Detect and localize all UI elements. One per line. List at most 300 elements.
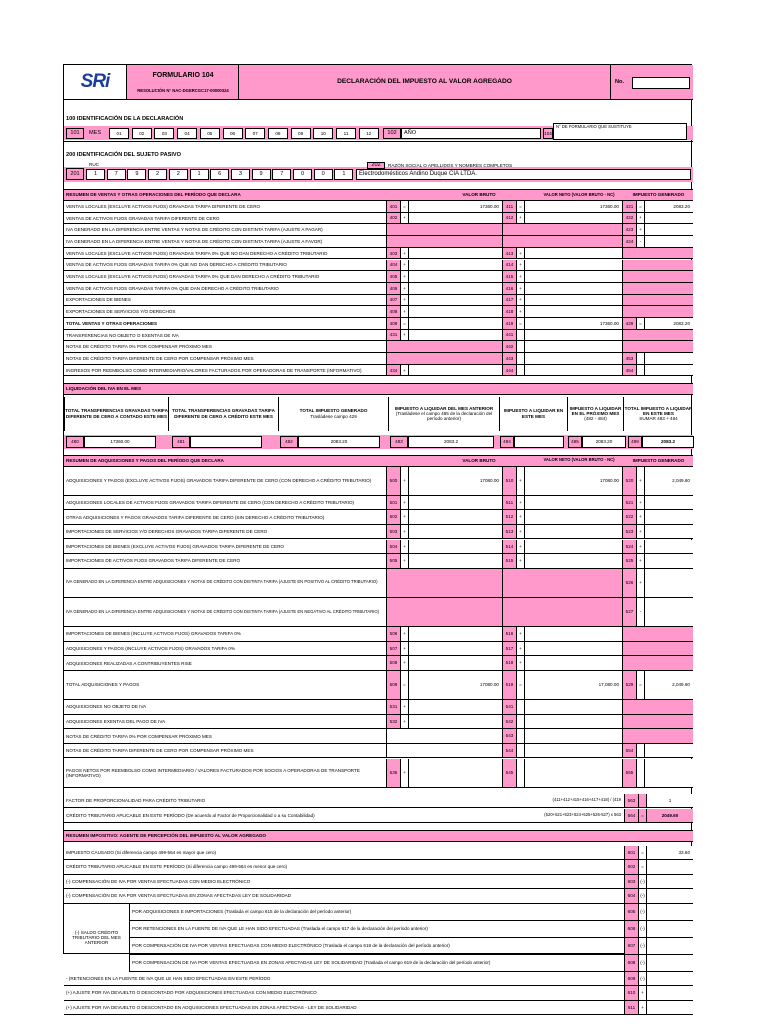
field-value[interactable] <box>408 271 502 283</box>
field-value[interactable] <box>408 295 502 307</box>
field-code: 554 <box>622 744 636 759</box>
row-label: IMPORTACIONES DE BIENES (INCLUYE ACTIVOS FIJOS) GRAVADOS TARIFA 0% <box>64 627 386 642</box>
ruc-digit[interactable]: 3 <box>231 169 250 180</box>
month-box-01[interactable]: 01 <box>109 128 129 139</box>
field-code: 523 <box>622 525 636 540</box>
empty-cell <box>622 642 693 657</box>
field-code: 520 <box>622 467 636 496</box>
field-value[interactable]: 17080.00 <box>524 467 622 496</box>
row-label: NOTAS DE CRÉDITO TARIFA 0% POR COMPENSAR PRÓXIMO MES <box>64 729 386 744</box>
liq-value[interactable]: 17360.00 <box>84 436 156 448</box>
field-value[interactable] <box>524 554 622 569</box>
month-box-05[interactable]: 05 <box>200 128 220 139</box>
field-sign: + <box>400 715 408 730</box>
field-code: 541 <box>502 700 516 715</box>
field-sign: + <box>400 330 408 342</box>
field-sign <box>516 744 524 759</box>
field-value[interactable] <box>524 700 622 715</box>
field-value[interactable] <box>524 260 622 272</box>
field-sign <box>516 715 524 730</box>
empty-cell <box>622 627 693 642</box>
agent-row-label: (-) COMPENSACIÓN DE IVA POR VENTAS EFECTUADAS CON MEDIO ELECTRÓNICO <box>64 875 624 890</box>
month-box-10[interactable]: 10 <box>313 128 333 139</box>
field-value[interactable] <box>408 260 502 272</box>
field-sign <box>516 341 524 353</box>
ruc-digit[interactable]: 7 <box>107 169 126 180</box>
liq-header-subtext: Trasládese campo 429 <box>310 413 357 419</box>
field-value[interactable] <box>524 642 622 657</box>
field-sign: = <box>516 201 524 213</box>
field-code: 524 <box>622 540 636 555</box>
field-sign <box>516 353 524 365</box>
field-sign: + <box>636 224 644 236</box>
form-104 <box>63 64 693 1010</box>
field-value[interactable] <box>408 627 502 642</box>
agent-value[interactable] <box>646 1001 693 1016</box>
field-sign: + <box>400 283 408 295</box>
empty-cell <box>502 236 622 248</box>
empty-cell <box>622 260 693 272</box>
field-sign: + <box>636 496 644 511</box>
field-code: 441 <box>502 330 516 342</box>
factor-value[interactable]: 2049.60 <box>646 809 693 823</box>
field-value[interactable] <box>644 569 693 598</box>
field-code: 527 <box>622 598 636 627</box>
agent-row-label: (-) COMPENSACIÓN DE IVA POR VENTAS EFECTUADAS EN ZONAS AFECTADAS LEY DE SOLIDARIDAD <box>64 889 624 904</box>
agent-row-label: POR COMPENSACIÓN DE IVA POR VENTAS EFECTUADAS EN ZONAS AFECTADAS LEY DE SOLIDARIDAD (Traslada el campo 619 de la declaración del período anterior) <box>130 955 624 972</box>
field-value[interactable]: 17080.00 <box>408 467 502 496</box>
field-value[interactable] <box>408 510 502 525</box>
ruc-digit[interactable]: 9 <box>252 169 271 180</box>
field-code: 402 <box>386 213 400 225</box>
field-value[interactable] <box>524 330 622 342</box>
agent-value[interactable] <box>646 986 693 1001</box>
field-code: 503 <box>386 525 400 540</box>
month-box-08[interactable]: 08 <box>268 128 288 139</box>
field-value[interactable] <box>644 744 693 759</box>
field-value[interactable]: 17,080.00 <box>524 671 622 700</box>
field-value[interactable] <box>408 306 502 318</box>
factor-formula: (520+521+523+524+525+526-527) x 563 <box>504 809 624 823</box>
field-value[interactable] <box>524 248 622 260</box>
field-code: 515 <box>502 554 516 569</box>
field-value[interactable] <box>644 510 693 525</box>
agent-value[interactable] <box>646 938 693 955</box>
ruc-digit[interactable]: 1 <box>334 169 353 180</box>
field-value[interactable] <box>644 224 693 236</box>
field-value[interactable] <box>644 525 693 540</box>
field-code: 412 <box>502 213 516 225</box>
declaration-title: DECLARACIÓN DEL IMPUESTO AL VALOR AGREGADO <box>238 65 610 99</box>
field-sign: + <box>636 569 644 598</box>
field-sign: + <box>636 525 644 540</box>
field-value[interactable] <box>644 496 693 511</box>
ruc-digit[interactable]: 1 <box>86 169 105 180</box>
field-value[interactable] <box>524 759 622 788</box>
month-box-06[interactable]: 06 <box>223 128 243 139</box>
factor-label: CRÉDITO TRIBUTARIO APLICABLE EN ESTE PERÍODO (De acuerdo al Factor de Proporcionalidad o a su Contabilidad) <box>64 809 504 823</box>
sales-col-neto: VALOR NETO (VALOR BRUTO - NC) <box>543 191 615 197</box>
ruc-digit[interactable]: 2 <box>169 169 188 180</box>
field-value[interactable] <box>524 744 622 759</box>
field-value[interactable] <box>524 715 622 730</box>
field-value[interactable]: 2,049.60 <box>644 671 693 700</box>
field-code: 555 <box>622 759 636 788</box>
field-code: 407 <box>386 295 400 307</box>
liq-value[interactable] <box>190 436 262 448</box>
field-code: 508 <box>386 656 400 671</box>
liq-header-h5 <box>499 397 567 431</box>
field-value[interactable] <box>408 642 502 657</box>
agent-code: 601 <box>624 846 638 861</box>
field-value[interactable] <box>524 295 622 307</box>
field-value[interactable] <box>524 271 622 283</box>
field-code: 519 <box>502 671 516 700</box>
agent-row-label: POR COMPENSACIÓN DE IVA POR VENTAS EFECTUADAS CON MEDIO ELECTRÓNICO (Traslada el campo 618 de la declaración del período anterior) <box>130 938 624 955</box>
empty-cell <box>386 598 502 627</box>
section-200-title: 200 IDENTIFICACIÓN DEL SUJETO PASIVO <box>64 141 693 163</box>
field-value[interactable]: 2083.20 <box>644 201 693 213</box>
field-value[interactable] <box>408 248 502 260</box>
field-sign: + <box>516 295 524 307</box>
field-sign: + <box>400 540 408 555</box>
field-sign: + <box>400 306 408 318</box>
row-label: TOTAL ADQUISICIONES Y PAGOS <box>64 671 386 700</box>
field-value[interactable] <box>408 700 502 715</box>
empty-cell <box>622 656 693 671</box>
row-label: VENTAS LOCALES (EXCLUYE ACTIVOS FIJOS) GRAVADAS TARIFA 0% QUE DAN DERECHO A CRÉDITO TRIBUTARIO <box>64 271 386 283</box>
field-value[interactable] <box>408 283 502 295</box>
agent-row-label: - )RETENCIONES EN LA FUENTE DE IVA QUE LE HAN SIDO EFECTUADAS EN ESTE PERÍODO <box>64 972 624 987</box>
liq-header-h6 <box>567 397 623 431</box>
field-sign <box>516 365 524 377</box>
field-sign <box>516 759 524 788</box>
sustituye-field[interactable] <box>553 123 687 140</box>
agent-sign: (-) <box>638 889 646 904</box>
field-code: 419 <box>502 318 516 330</box>
field-sign: = <box>400 201 408 213</box>
razon-social-field[interactable]: Electrodomésticos Andino Duque CIA LTDA. <box>356 169 691 180</box>
field-code: 434 <box>386 365 400 377</box>
field-value[interactable] <box>524 496 622 511</box>
agent-value[interactable] <box>646 955 693 972</box>
ruc-digit[interactable]: 2 <box>148 169 167 180</box>
field-value[interactable] <box>524 341 622 353</box>
liq-code: 485 <box>568 436 582 448</box>
field-code: 422 <box>622 213 636 225</box>
month-box-12[interactable]: 12 <box>359 128 379 139</box>
field-code: 454 <box>622 365 636 377</box>
field-value[interactable]: 2083.20 <box>644 318 693 330</box>
liq-code: 499 <box>628 436 642 448</box>
field-sign: + <box>516 213 524 225</box>
empty-cell <box>386 224 502 236</box>
field-value[interactable] <box>644 365 693 377</box>
liq-value[interactable]: 2083.2 <box>642 436 694 448</box>
field-code: 545 <box>502 759 516 788</box>
field-sign <box>636 353 644 365</box>
liq-header-text: IMPUESTO A LIQUIDAR EN EL PRÓXIMO MES <box>569 405 622 416</box>
declaration-number-field[interactable] <box>632 77 690 89</box>
row-label: IVA GENERADO EN LA DIFERENCIA ENTRE ADQUISICIONES Y NOTAS DE CRÉDITO CON DISTINTA TARIFA (AJUSTE EN NEGATIVO AL CRÉDITO TRIBUTARIO) <box>64 598 386 627</box>
field-code: 509 <box>386 671 400 700</box>
purch-col-bruto: VALOR BRUTO <box>462 457 496 463</box>
field-value[interactable] <box>524 729 622 744</box>
field-value[interactable] <box>644 759 693 788</box>
field-value[interactable] <box>524 525 622 540</box>
field-code: 517 <box>502 642 516 657</box>
empty-cell <box>622 341 693 353</box>
row-label: ADQUISICIONES Y PAGOS (INCLUYE ACTIVOS FIJOS) GRAVADOS TARIFA 0% <box>64 642 386 657</box>
field-sign: + <box>516 627 524 642</box>
liq-header-text: TOTAL IMPUESTO A LIQUIDAR EN ESTE MES <box>624 405 693 416</box>
field-code: 429 <box>622 318 636 330</box>
field-value[interactable] <box>408 525 502 540</box>
agent-code: 605 <box>624 904 638 921</box>
agent-value[interactable] <box>646 889 693 904</box>
agent-value[interactable] <box>646 904 693 921</box>
field-sign: = <box>636 201 644 213</box>
agent-code: 610 <box>624 986 638 1001</box>
field-value[interactable] <box>408 540 502 555</box>
field-code: 408 <box>386 306 400 318</box>
agent-code: 602 <box>624 860 638 875</box>
field-value[interactable] <box>408 554 502 569</box>
field-sign <box>516 729 524 744</box>
field-code: 406 <box>386 283 400 295</box>
number-box <box>610 65 693 99</box>
row-label: ADQUISICIONES NO OBJETO DE IVA <box>64 700 386 715</box>
empty-cell <box>622 306 693 318</box>
ruc-digit[interactable]: 1 <box>190 169 209 180</box>
field-code: 444 <box>502 365 516 377</box>
empty-cell <box>622 330 693 342</box>
purch-col-neto: VALOR NETO (VALOR BRUTO - NC) <box>543 457 615 463</box>
field-value[interactable] <box>644 236 693 248</box>
field-value[interactable]: 2,049.60 <box>644 467 693 496</box>
row-label: IVA GENERADO EN LA DIFERENCIA ENTRE ADQUISICIONES Y NOTAS DE CRÉDITO CON DISTINTA TARIFA (AJUSTE EN POSITIVO AL CRÉDITO TRIBUTARIO) <box>64 569 386 598</box>
agent-value[interactable] <box>646 921 693 938</box>
field-code: 522 <box>622 510 636 525</box>
field-value[interactable] <box>524 283 622 295</box>
field-value[interactable] <box>408 318 502 330</box>
ruc-digit[interactable]: 6 <box>210 169 229 180</box>
month-box-09[interactable]: 09 <box>291 128 311 139</box>
field-code: 514 <box>502 540 516 555</box>
field-sign: + <box>400 467 408 496</box>
field-value[interactable] <box>408 496 502 511</box>
field-sign: + <box>400 510 408 525</box>
agent-value[interactable] <box>646 875 693 890</box>
liq-header-text: TOTAL TRANSFERENCIAS GRAVADAS TARIFA DIFERENTE DE CERO A CONTADO ESTE MES <box>65 408 168 419</box>
razon-label: RAZÓN SOCIAL O APELLIDOS Y NOMBRES COMPLETOS <box>388 162 513 168</box>
field-value[interactable]: 17360.00 <box>524 318 622 330</box>
row-label: TRANSFERENCIAS NO OBJETO O EXENTAS DE IVA <box>64 330 386 342</box>
row-label: VENTAS LOCALES (EXCLUYE ACTIVOS FIJOS) GRAVADAS TARIFA DIFERENTE DE CERO <box>64 201 386 213</box>
field-sign: + <box>516 554 524 569</box>
field-code: 414 <box>502 260 516 272</box>
field-code: 442 <box>502 341 516 353</box>
liq-code: 480 <box>66 436 84 448</box>
agent-row-label: IMPUESTO CAUSADO (Si diferencia campo 499-564 es mayor que cero) <box>64 846 624 861</box>
row-label: EXPORTACIONES DE SERVICIOS Y/O DERECHOS <box>64 306 386 318</box>
field-code: 529 <box>622 671 636 700</box>
agent-value[interactable] <box>646 972 693 987</box>
code-201: 201 <box>66 168 84 180</box>
field-code: 403 <box>386 248 400 260</box>
field-value[interactable]: 17360.00 <box>408 201 502 213</box>
anio-field[interactable] <box>401 128 541 139</box>
factor-value[interactable]: 1 <box>646 794 693 808</box>
field-code: 531 <box>386 700 400 715</box>
field-sign: + <box>400 248 408 260</box>
row-label: IMPORTACIONES DE ACTIVOS FIJOS GRAVADOS TARIFA DIFERENTE DE CERO <box>64 554 386 569</box>
agent-sign: = <box>638 846 646 861</box>
liq-value[interactable]: 2083.20 <box>582 436 626 448</box>
agent-sign: + <box>638 1001 646 1016</box>
agent-value[interactable]: 33.60 <box>646 846 693 861</box>
field-code: 401 <box>386 201 400 213</box>
field-value[interactable] <box>408 365 502 377</box>
field-value[interactable]: 17360.00 <box>524 201 622 213</box>
form-title: FORMULARIO 104 <box>152 71 214 79</box>
field-sign: + <box>516 271 524 283</box>
field-sign: + <box>400 365 408 377</box>
sri-logo <box>64 65 126 99</box>
agent-sign: (-) <box>638 921 646 938</box>
row-label: IMPORTACIONES DE SERVICIOS Y/O DERECHOS GRAVADOS TARIFA DIFERENTE DE CERO <box>64 525 386 540</box>
liq-header-h3 <box>278 397 388 431</box>
field-sign: + <box>400 260 408 272</box>
field-value[interactable] <box>644 540 693 555</box>
field-sign: + <box>400 700 408 715</box>
agent-code: 603 <box>624 875 638 890</box>
field-value[interactable] <box>408 213 502 225</box>
liq-value[interactable]: 2083.2 <box>408 436 494 448</box>
field-value[interactable]: 17080.00 <box>408 671 502 700</box>
field-code: 404 <box>386 260 400 272</box>
ruc-digit[interactable]: 0 <box>293 169 312 180</box>
month-box-11[interactable]: 11 <box>336 128 356 139</box>
field-code: 518 <box>502 656 516 671</box>
field-code: 511 <box>502 496 516 511</box>
ruc-digit[interactable]: 9 <box>127 169 146 180</box>
agent-code: 606 <box>624 921 638 938</box>
field-code: 423 <box>622 224 636 236</box>
field-sign: = <box>516 318 524 330</box>
field-sign <box>516 700 524 715</box>
field-code: 521 <box>622 496 636 511</box>
factor-code: 563 <box>624 794 638 808</box>
row-label: IVA GENERADO EN LA DIFERENCIA ENTRE VENTAS Y NOTAS DE CRÉDITO CON DISTINTA TARIFA (AJUSTE A FAVOR) <box>64 236 386 248</box>
agent-code: 607 <box>624 938 638 955</box>
month-box-04[interactable]: 04 <box>177 128 197 139</box>
field-value[interactable] <box>524 213 622 225</box>
field-value[interactable] <box>524 306 622 318</box>
field-value[interactable] <box>524 656 622 671</box>
liq-header-subtext: SUMAR 483 + 484 <box>639 416 678 422</box>
purch-title: RESUMEN DE ADQUISICIONES Y PAGOS DEL PERÍODO QUE DECLARA <box>64 455 693 467</box>
sustituye-label: N° DE FORMULARIO QUE SUSTITUYE <box>556 124 632 129</box>
field-sign: + <box>516 283 524 295</box>
field-value[interactable] <box>524 540 622 555</box>
factor-code: 564 <box>624 809 638 823</box>
liq-header-h7 <box>623 397 693 431</box>
month-box-03[interactable]: 03 <box>154 128 174 139</box>
agent-row-label: POR ADQUISICIONES E IMPORTACIONES (Traslada el campo 615 de la declaración del período anterior) <box>130 904 624 921</box>
field-code: 431 <box>386 330 400 342</box>
ruc-digit[interactable]: 7 <box>272 169 291 180</box>
agent-sign: (-) <box>638 875 646 890</box>
row-label: NOTAS DE CRÉDITO TARIFA 0% POR COMPENSAR PRÓXIMO MES <box>64 341 386 353</box>
field-value[interactable] <box>644 353 693 365</box>
field-sign <box>636 759 644 788</box>
month-box-02[interactable]: 02 <box>132 128 152 139</box>
factor-label: FACTOR DE PROPORCIONALIDAD PARA CRÉDITO TRIBUTARIO <box>64 794 504 808</box>
factor-sign: = <box>638 809 646 823</box>
field-code: 510 <box>502 467 516 496</box>
sales-title: RESUMEN DE VENTAS Y OTRAS OPERACIONES DEL PERÍODO QUE DECLARA <box>64 189 693 201</box>
field-code: 532 <box>386 715 400 730</box>
empty-cell <box>502 224 622 236</box>
field-sign: = <box>636 318 644 330</box>
no-label: No. <box>615 78 625 85</box>
agent-row-label: CRÉDITO TRIBUTARIO APLICABLE EN ESTE PERÍODO (Si diferencia campo 499-564 es menor que cero) <box>64 860 624 875</box>
field-code: 453 <box>622 353 636 365</box>
field-code: 544 <box>502 744 516 759</box>
empty-cell <box>386 236 502 248</box>
row-label: ADQUISICIONES LOCALES DE ACTIVOS FIJOS GRAVADOS TARIFA DIFERENTE DE CERO (CON DERECHO A CRÉDITO TRIBUTARIO) <box>64 496 386 511</box>
ruc-digit[interactable]: 0 <box>314 169 333 180</box>
liq-header-text: IMPUESTO A LIQUIDAR DEL MES ANTERIOR <box>394 405 494 411</box>
field-value[interactable] <box>408 715 502 730</box>
field-value[interactable] <box>644 598 693 627</box>
code-101: 101 <box>66 128 84 139</box>
field-code: 405 <box>386 271 400 283</box>
row-label: VENTAS DE ACTIVOS FIJOS GRAVADAS TARIFA DIFERENTE DE CERO <box>64 213 386 225</box>
field-value[interactable] <box>524 627 622 642</box>
agent-code: 608 <box>624 955 638 972</box>
liq-value[interactable] <box>514 436 564 448</box>
field-value[interactable] <box>408 656 502 671</box>
factor-sign <box>638 794 646 808</box>
field-value[interactable] <box>524 353 622 365</box>
field-sign <box>516 330 524 342</box>
agent-value[interactable] <box>646 860 693 875</box>
field-sign: + <box>516 248 524 260</box>
field-sign: + <box>400 627 408 642</box>
liq-header-text: TOTAL TRANSFERENCIAS GRAVADAS TARIFA DIFERENTE DE CERO A CRÉDITO ESTE MES <box>172 408 275 419</box>
liq-header-h2 <box>168 397 278 431</box>
field-code: 543 <box>502 729 516 744</box>
field-sign <box>636 744 644 759</box>
field-value[interactable] <box>524 510 622 525</box>
empty-cell <box>502 598 622 627</box>
liq-code: 481 <box>172 436 190 448</box>
code-102: 102 <box>383 128 401 139</box>
code-104: 104 <box>543 128 553 139</box>
field-code: 516 <box>502 627 516 642</box>
field-value[interactable] <box>644 213 693 225</box>
field-code: 502 <box>386 510 400 525</box>
field-value[interactable] <box>644 554 693 569</box>
month-box-07[interactable]: 07 <box>245 128 265 139</box>
field-sign: + <box>400 759 408 788</box>
liq-value[interactable]: 2083.20 <box>298 436 380 448</box>
field-value[interactable] <box>408 759 502 788</box>
field-value[interactable] <box>408 330 502 342</box>
field-value[interactable] <box>524 365 622 377</box>
